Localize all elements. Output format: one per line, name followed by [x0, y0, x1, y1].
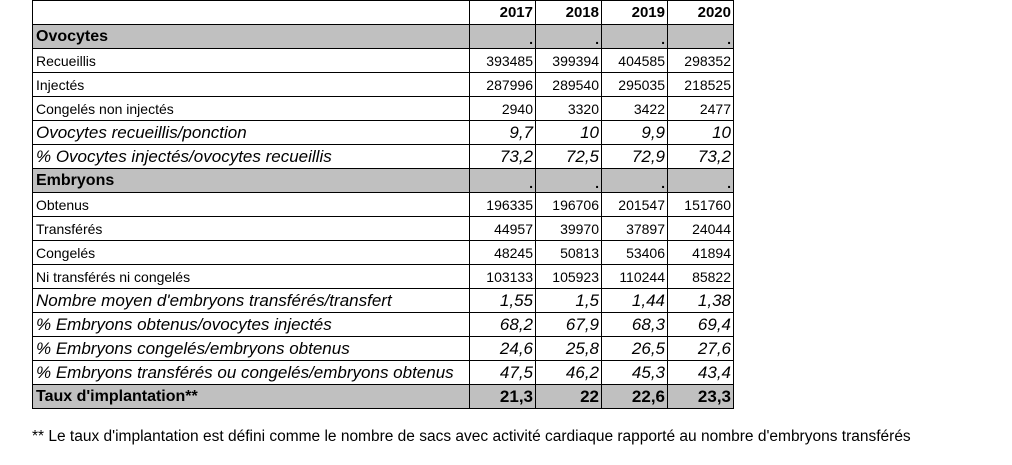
year-header-2018: 2018	[536, 1, 602, 25]
value-2019: 201547	[602, 193, 668, 217]
value-2018: 25,8	[536, 337, 602, 361]
value-2018: 39970	[536, 217, 602, 241]
value-2018: 50813	[536, 241, 602, 265]
row-label: Congelés	[33, 241, 470, 265]
row-label: Ovocytes recueillis/ponction	[33, 121, 470, 145]
value-2020: 2477	[668, 97, 734, 121]
value-2019: 9,9	[602, 121, 668, 145]
section-title: Embryons	[33, 169, 470, 193]
value-2018: 22	[536, 385, 602, 409]
value-2020: 73,2	[668, 145, 734, 169]
row-label: Congelés non injectés	[33, 97, 470, 121]
value-2020: 1,38	[668, 289, 734, 313]
value-2020: 69,4	[668, 313, 734, 337]
value-2018: 10	[536, 121, 602, 145]
year-header-2017: 2017	[470, 1, 536, 25]
value-2019: 110244	[602, 265, 668, 289]
value-2018: 196706	[536, 193, 602, 217]
value-2017: 1,55	[470, 289, 536, 313]
row-label: Obtenus	[33, 193, 470, 217]
value-2017: 287996	[470, 73, 536, 97]
value-2018: 67,9	[536, 313, 602, 337]
year-header-2019: 2019	[602, 1, 668, 25]
value-2020: 218525	[668, 73, 734, 97]
value-2019: 22,6	[602, 385, 668, 409]
data-row-injectes	[33, 73, 734, 97]
data-row-obtenus	[33, 193, 734, 217]
value-2019: 26,5	[602, 337, 668, 361]
value-2019: 72,9	[602, 145, 668, 169]
value-2018: 105923	[536, 265, 602, 289]
section-row-embryons	[33, 169, 734, 193]
ratio-row-ovocytes-ponction	[33, 121, 734, 145]
value-2019: 404585	[602, 49, 668, 73]
value-2020: 85822	[668, 265, 734, 289]
data-row-transferes	[33, 217, 734, 241]
row-label: Nombre moyen d'embryons transférés/transfert	[33, 289, 470, 313]
value-2020: 43,4	[668, 361, 734, 385]
year-header-2020: 2020	[668, 1, 734, 25]
row-label: % Embryons transférés ou congelés/embryons obtenus	[33, 361, 470, 385]
row-label: Ni transférés ni congelés	[33, 265, 470, 289]
value-2019: 37897	[602, 217, 668, 241]
value-2020: 298352	[668, 49, 734, 73]
value-2019: 1,44	[602, 289, 668, 313]
value-2019: 45,3	[602, 361, 668, 385]
ratio-row-embryons-congeles	[33, 337, 734, 361]
value-2020: 24044	[668, 217, 734, 241]
value-2017: 24,6	[470, 337, 536, 361]
ratio-row-embryons-obtenus	[33, 313, 734, 337]
section-mark: .	[536, 169, 602, 193]
value-2019: 3422	[602, 97, 668, 121]
value-2017: 196335	[470, 193, 536, 217]
value-2020: 23,3	[668, 385, 734, 409]
value-2017: 68,2	[470, 313, 536, 337]
value-2017: 48245	[470, 241, 536, 265]
value-2020: 10	[668, 121, 734, 145]
value-2019: 68,3	[602, 313, 668, 337]
value-2019: 295035	[602, 73, 668, 97]
value-2017: 44957	[470, 217, 536, 241]
header-row	[33, 1, 734, 25]
value-2017: 47,5	[470, 361, 536, 385]
value-2018: 46,2	[536, 361, 602, 385]
row-label: Recueillis	[33, 49, 470, 73]
value-2019: 53406	[602, 241, 668, 265]
value-2020: 151760	[668, 193, 734, 217]
total-row-taux-implantation	[33, 385, 734, 409]
data-row-ni-transferes-ni-congeles	[33, 265, 734, 289]
section-mark: .	[536, 25, 602, 49]
ratio-row-ovocytes-injectes	[33, 145, 734, 169]
row-label: Taux d'implantation**	[33, 385, 470, 409]
row-label: Transférés	[33, 217, 470, 241]
value-2018: 289540	[536, 73, 602, 97]
value-2018: 3320	[536, 97, 602, 121]
section-mark: .	[602, 169, 668, 193]
value-2018: 399394	[536, 49, 602, 73]
header-corner-cell	[33, 1, 470, 25]
section-mark: .	[470, 25, 536, 49]
row-label: Injectés	[33, 73, 470, 97]
section-title: Ovocytes	[33, 25, 470, 49]
value-2018: 1,5	[536, 289, 602, 313]
value-2017: 2940	[470, 97, 536, 121]
value-2018: 72,5	[536, 145, 602, 169]
value-2017: 9,7	[470, 121, 536, 145]
section-row-ovocytes	[33, 25, 734, 49]
section-mark: .	[668, 25, 734, 49]
value-2017: 103133	[470, 265, 536, 289]
row-label: % Embryons obtenus/ovocytes injectés	[33, 313, 470, 337]
data-row-congeles-non-injectes	[33, 97, 734, 121]
ratio-row-embryons-par-transfert	[33, 289, 734, 313]
ivf-statistics-table	[32, 0, 734, 409]
value-2020: 27,6	[668, 337, 734, 361]
section-mark: .	[668, 169, 734, 193]
value-2017: 21,3	[470, 385, 536, 409]
section-mark: .	[470, 169, 536, 193]
footnote: ** Le taux d'implantation est défini comme le nombre de sacs avec activité cardiaque rapporté au nombre d'embryons transférés	[32, 428, 911, 445]
row-label: % Ovocytes injectés/ovocytes recueillis	[33, 145, 470, 169]
row-label: % Embryons congelés/embryons obtenus	[33, 337, 470, 361]
value-2017: 393485	[470, 49, 536, 73]
section-mark: .	[602, 25, 668, 49]
data-row-recueillis	[33, 49, 734, 73]
data-row-congeles	[33, 241, 734, 265]
value-2017: 73,2	[470, 145, 536, 169]
ratio-row-embryons-transferes-ou-congeles	[33, 361, 734, 385]
value-2020: 41894	[668, 241, 734, 265]
